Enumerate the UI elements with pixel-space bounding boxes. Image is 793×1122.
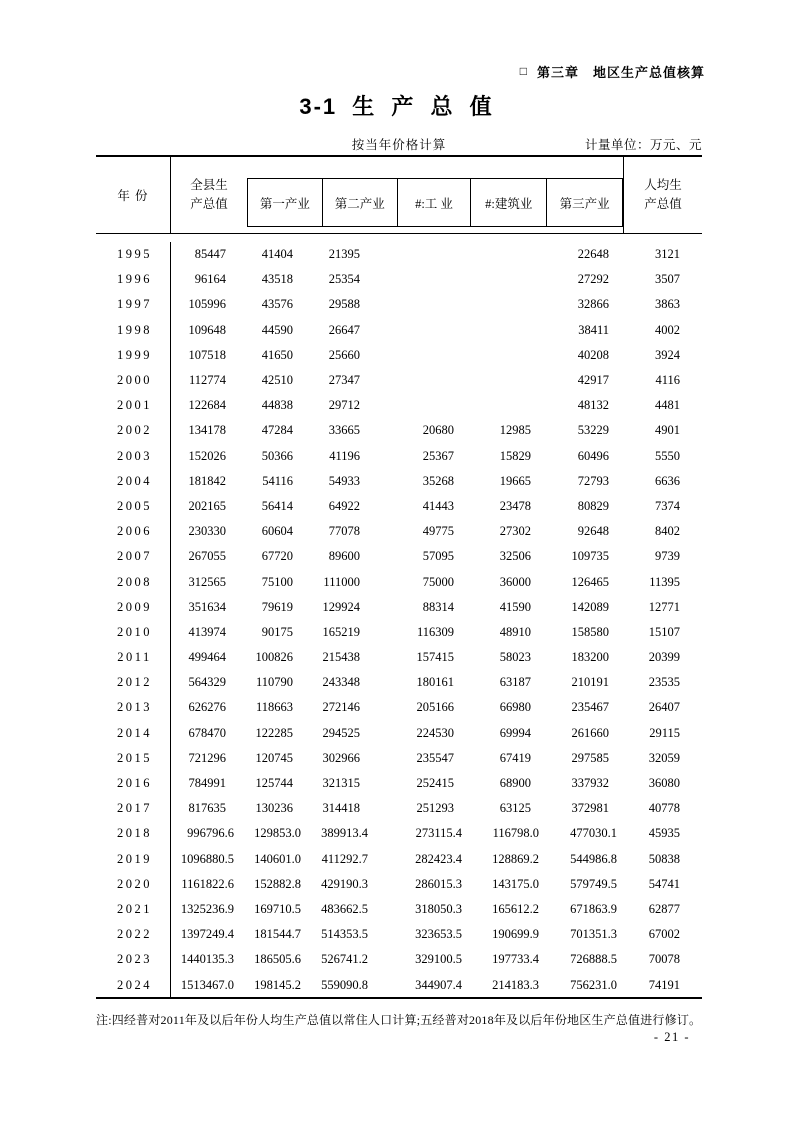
value-cell: 60496	[577, 448, 609, 463]
value-cell: 29712	[328, 398, 360, 413]
value-cell: 40778	[648, 801, 680, 816]
value-cell: 109648	[188, 322, 226, 337]
value-cell: 75100	[261, 574, 293, 589]
unit-label: 计量单位：万元、元	[584, 138, 702, 152]
value-cell: 77078	[328, 524, 360, 539]
table-row	[96, 821, 702, 846]
value-cell: 57095	[422, 549, 454, 564]
table-row	[96, 267, 702, 292]
value-cell: 3924	[655, 347, 680, 362]
value-cell: 314418	[322, 801, 360, 816]
value-cell: 79619	[261, 599, 293, 614]
value-cell: 297585	[571, 750, 609, 765]
value-cell	[397, 318, 471, 343]
value-cell: 40208	[577, 347, 609, 362]
value-cell: 197733.4	[492, 952, 539, 967]
column-header-primary-industry: 第一产业	[248, 179, 323, 226]
value-cell: 88314	[422, 599, 454, 614]
year-cell: 2009	[96, 595, 171, 620]
value-cell: 32866	[577, 297, 609, 312]
value-cell: 224530	[416, 725, 454, 740]
value-cell: 205166	[416, 700, 454, 715]
value-cell: 286015.3	[415, 876, 462, 891]
value-cell	[397, 343, 471, 368]
value-cell: 157415	[416, 650, 454, 665]
year-cell: 2024	[96, 972, 171, 997]
table-row	[96, 670, 702, 695]
value-cell: 1397249.4	[180, 927, 234, 942]
value-cell: 70078	[648, 952, 680, 967]
year-cell: 2022	[96, 922, 171, 947]
value-cell: 45935	[648, 826, 680, 841]
page-number: - 21 -	[653, 1030, 690, 1044]
table-row	[96, 393, 702, 418]
value-cell: 27347	[328, 373, 360, 388]
value-cell: 128869.2	[492, 851, 539, 866]
value-cell: 526741.2	[321, 952, 368, 967]
year-cell: 2002	[96, 418, 171, 443]
table-row	[96, 544, 702, 569]
value-cell: 483662.5	[321, 901, 368, 916]
section-square-icon: □	[519, 63, 528, 78]
value-cell: 817635	[188, 801, 226, 816]
value-cell: 678470	[188, 725, 226, 740]
value-cell: 67002	[648, 927, 680, 942]
year-cell: 1999	[96, 343, 171, 368]
value-cell: 784991	[188, 776, 226, 791]
value-cell: 389913.4	[321, 826, 368, 841]
value-cell: 130236	[255, 801, 293, 816]
year-cell: 2005	[96, 494, 171, 519]
year-cell: 2008	[96, 569, 171, 594]
table-row	[96, 368, 702, 393]
value-cell: 32059	[648, 750, 680, 765]
value-cell: 69994	[499, 725, 531, 740]
value-cell: 215438	[322, 650, 360, 665]
table-row	[96, 897, 702, 922]
value-cell: 214183.3	[492, 977, 539, 992]
value-cell: 100826	[255, 650, 293, 665]
table-row	[96, 847, 702, 872]
value-cell: 165219	[322, 624, 360, 639]
value-cell: 721296	[188, 750, 226, 765]
value-cell: 89600	[328, 549, 360, 564]
value-cell	[471, 267, 547, 292]
year-cell: 2017	[96, 796, 171, 821]
year-cell: 2015	[96, 746, 171, 771]
value-cell: 75000	[422, 574, 454, 589]
column-header-year: 年 份	[96, 157, 171, 233]
value-cell	[397, 242, 471, 267]
column-header-construction: #:建筑业	[471, 179, 547, 226]
value-cell: 111000	[323, 574, 360, 589]
table-row	[96, 645, 702, 670]
value-cell: 90175	[261, 624, 293, 639]
column-header-county-gdp	[171, 157, 247, 233]
value-cell: 25367	[422, 448, 454, 463]
value-cell: 564329	[188, 675, 226, 690]
column-header-tertiary-industry: 第三产业	[559, 196, 610, 211]
value-cell: 32506	[499, 549, 531, 564]
value-cell: 235547	[416, 750, 454, 765]
value-cell: 323653.5	[415, 927, 462, 942]
value-cell: 8402	[655, 524, 680, 539]
year-cell: 2020	[96, 872, 171, 897]
column-header-secondary-industry: 第二产业	[323, 179, 398, 226]
value-cell: 48910	[499, 624, 531, 639]
table-row	[96, 343, 702, 368]
year-cell: 2006	[96, 519, 171, 544]
value-cell: 180161	[416, 675, 454, 690]
value-cell: 411292.7	[321, 851, 368, 866]
value-cell: 230330	[188, 524, 226, 539]
value-cell: 42917	[577, 373, 609, 388]
value-cell: 36080	[648, 776, 680, 791]
table-row	[96, 318, 702, 343]
value-cell: 158580	[571, 624, 609, 639]
value-cell: 243348	[322, 675, 360, 690]
value-cell	[471, 368, 547, 393]
value-cell: 41590	[499, 599, 531, 614]
table-body	[96, 234, 702, 999]
value-cell: 21395	[328, 247, 360, 262]
year-cell: 2001	[96, 393, 171, 418]
value-cell	[397, 393, 471, 418]
value-cell: 54116	[262, 473, 293, 488]
value-cell: 12771	[648, 599, 680, 614]
value-cell: 19665	[499, 473, 531, 488]
value-cell: 62877	[648, 901, 680, 916]
table-row	[96, 242, 702, 267]
value-cell: 44590	[261, 322, 293, 337]
value-cell: 80829	[577, 498, 609, 513]
value-cell: 54741	[648, 876, 680, 891]
value-cell: 579749.5	[570, 876, 617, 891]
value-cell: 74191	[648, 977, 680, 992]
value-cell: 25354	[328, 272, 360, 287]
value-cell: 312565	[188, 574, 226, 589]
value-cell: 3863	[655, 297, 680, 312]
value-cell: 63125	[499, 801, 531, 816]
value-cell: 125744	[255, 776, 293, 791]
value-cell: 68900	[499, 776, 531, 791]
value-cell: 140601.0	[254, 851, 301, 866]
table-row	[96, 922, 702, 947]
year-cell: 2016	[96, 771, 171, 796]
value-cell: 499464	[188, 650, 226, 665]
value-cell: 122684	[188, 398, 226, 413]
value-cell: 92648	[577, 524, 609, 539]
per-capita-line1: 人均生	[644, 177, 682, 192]
table-header	[96, 155, 702, 234]
value-cell: 202165	[188, 498, 226, 513]
subtitle-row	[96, 135, 702, 153]
value-cell: 35268	[422, 473, 454, 488]
value-cell: 129853.0	[254, 826, 301, 841]
value-cell: 43576	[261, 297, 293, 312]
value-cell: 67419	[499, 750, 531, 765]
value-cell: 29115	[649, 725, 680, 740]
table-row	[96, 569, 702, 594]
value-cell: 4901	[655, 423, 680, 438]
value-cell: 50838	[648, 851, 680, 866]
value-cell: 36000	[499, 574, 531, 589]
value-cell: 7374	[655, 498, 680, 513]
value-cell: 27292	[577, 272, 609, 287]
value-cell	[471, 393, 547, 418]
value-cell: 3121	[655, 247, 680, 262]
value-cell: 4116	[655, 373, 680, 388]
table-row	[96, 746, 702, 771]
value-cell: 996796.6	[187, 826, 234, 841]
value-cell: 273115.4	[415, 826, 462, 841]
value-cell	[471, 242, 547, 267]
value-cell: 41404	[261, 247, 293, 262]
year-cell: 1996	[96, 267, 171, 292]
value-cell: 107518	[188, 347, 226, 362]
value-cell: 267055	[188, 549, 226, 564]
value-cell: 251293	[416, 801, 454, 816]
value-cell: 118663	[255, 700, 293, 715]
table-row	[96, 796, 702, 821]
value-cell: 294525	[322, 725, 360, 740]
value-cell: 9739	[655, 549, 680, 564]
year-cell: 2003	[96, 444, 171, 469]
value-cell: 26407	[648, 700, 680, 715]
value-cell: 1096880.5	[180, 851, 234, 866]
value-cell: 126465	[571, 574, 609, 589]
chapter-header	[520, 62, 705, 81]
value-cell: 50366	[261, 448, 293, 463]
table-row	[96, 721, 702, 746]
value-cell: 20680	[422, 423, 454, 438]
table-row	[96, 872, 702, 897]
value-cell: 318050.3	[415, 901, 462, 916]
value-cell: 66980	[499, 700, 531, 715]
table-subtitle: 按当年价格计算	[351, 138, 447, 152]
value-cell: 12985	[499, 423, 531, 438]
value-cell: 60604	[261, 524, 293, 539]
column-header-industry: #:工 业	[398, 179, 472, 226]
value-cell: 64922	[328, 498, 360, 513]
value-cell: 120745	[255, 750, 293, 765]
value-cell	[471, 343, 547, 368]
value-cell: 72793	[577, 473, 609, 488]
table-row	[96, 947, 702, 972]
value-cell: 3507	[655, 272, 680, 287]
year-cell: 1997	[96, 292, 171, 317]
value-cell: 96164	[194, 272, 226, 287]
value-cell: 756231.0	[570, 977, 617, 992]
value-cell: 27302	[499, 524, 531, 539]
value-cell: 54933	[328, 473, 360, 488]
table-row	[96, 972, 702, 997]
value-cell: 429190.3	[321, 876, 368, 891]
value-cell: 1325236.9	[180, 901, 234, 916]
value-cell	[471, 292, 547, 317]
value-cell	[397, 267, 471, 292]
value-cell: 56414	[261, 498, 293, 513]
value-cell: 26647	[328, 322, 360, 337]
value-cell: 329100.5	[415, 952, 462, 967]
table-row	[96, 292, 702, 317]
value-cell: 49775	[422, 524, 454, 539]
value-cell: 47284	[261, 423, 293, 438]
value-cell: 344907.4	[415, 977, 462, 992]
value-cell: 134178	[188, 423, 226, 438]
value-cell: 129924	[322, 599, 360, 614]
value-cell: 152882.8	[254, 876, 301, 891]
value-cell: 4002	[655, 322, 680, 337]
value-cell: 116798.0	[492, 826, 539, 841]
industry-header-box	[247, 178, 623, 227]
table-row	[96, 595, 702, 620]
page-title: 3-1 生 产 总 值	[299, 94, 494, 119]
value-cell: 169710.5	[254, 901, 301, 916]
value-cell: 63187	[499, 675, 531, 690]
value-cell: 282423.4	[415, 851, 462, 866]
value-cell: 110790	[255, 675, 293, 690]
year-cell: 2000	[96, 368, 171, 393]
value-cell: 252415	[416, 776, 454, 791]
value-cell: 11395	[649, 574, 680, 589]
value-cell: 15829	[499, 448, 531, 463]
value-cell: 58023	[499, 650, 531, 665]
value-cell: 116309	[416, 624, 454, 639]
value-cell	[397, 292, 471, 317]
table-row	[96, 519, 702, 544]
value-cell: 181544.7	[254, 927, 301, 942]
value-cell: 626276	[188, 700, 226, 715]
year-cell: 2023	[96, 947, 171, 972]
value-cell: 53229	[577, 423, 609, 438]
value-cell: 321315	[322, 776, 360, 791]
value-cell: 726888.5	[570, 952, 617, 967]
column-header-per-capita-gdp	[624, 157, 702, 233]
value-cell: 1513467.0	[180, 977, 234, 992]
year-cell: 2011	[96, 645, 171, 670]
table-row	[96, 469, 702, 494]
value-cell: 544986.8	[570, 851, 617, 866]
value-cell: 514353.5	[321, 927, 368, 942]
year-cell: 1998	[96, 318, 171, 343]
value-cell: 67720	[261, 549, 293, 564]
table-row	[96, 444, 702, 469]
value-cell: 44838	[261, 398, 293, 413]
value-cell: 190699.9	[492, 927, 539, 942]
value-cell: 272146	[322, 700, 360, 715]
value-cell: 38411	[578, 322, 609, 337]
table-row	[96, 771, 702, 796]
year-cell: 2014	[96, 721, 171, 746]
county-gdp-line1: 全县生	[190, 177, 228, 192]
value-cell: 143175.0	[492, 876, 539, 891]
value-cell: 41650	[261, 347, 293, 362]
value-cell: 41196	[329, 448, 360, 463]
value-cell: 372981	[571, 801, 609, 816]
value-cell: 559090.8	[321, 977, 368, 992]
year-cell: 2019	[96, 847, 171, 872]
value-cell: 1161822.6	[181, 876, 234, 891]
value-cell: 15107	[648, 624, 680, 639]
year-cell: 2012	[96, 670, 171, 695]
value-cell: 261660	[571, 725, 609, 740]
table-row	[96, 620, 702, 645]
value-cell: 4481	[655, 398, 680, 413]
chapter-header-text: 第三章 地区生产总值核算	[536, 65, 705, 80]
value-cell: 1440135.3	[180, 952, 234, 967]
year-cell: 2021	[96, 897, 171, 922]
value-cell: 183200	[571, 650, 609, 665]
value-cell: 33665	[328, 423, 360, 438]
year-cell: 2018	[96, 821, 171, 846]
year-cell: 2013	[96, 695, 171, 720]
value-cell: 48132	[577, 398, 609, 413]
value-cell: 351634	[188, 599, 226, 614]
value-cell: 109735	[571, 549, 609, 564]
value-cell: 165612.2	[492, 901, 539, 916]
year-cell: 1995	[96, 242, 171, 267]
footnote: 注:四经普对2011年及以后年份人均生产总值以常住人口计算;五经普对2018年及以后年份地区生产总值进行修订。	[96, 1013, 702, 1027]
value-cell: 42510	[261, 373, 293, 388]
value-cell	[471, 318, 547, 343]
value-cell: 23478	[499, 498, 531, 513]
value-cell: 235467	[571, 700, 609, 715]
gdp-table	[96, 155, 702, 999]
value-cell: 85447	[194, 247, 226, 262]
value-cell: 181842	[188, 473, 226, 488]
per-capita-line2: 产总值	[644, 197, 682, 211]
year-cell: 2007	[96, 544, 171, 569]
value-cell: 302966	[322, 750, 360, 765]
value-cell: 413974	[188, 624, 226, 639]
value-cell: 671863.9	[570, 901, 617, 916]
value-cell: 41443	[422, 498, 454, 513]
value-cell: 112774	[188, 373, 226, 388]
value-cell	[397, 368, 471, 393]
value-cell: 29588	[328, 297, 360, 312]
table-row	[96, 695, 702, 720]
county-gdp-line2: 产总值	[190, 197, 228, 211]
value-cell: 105996	[188, 297, 226, 312]
year-cell: 2004	[96, 469, 171, 494]
value-cell: 142089	[571, 599, 609, 614]
value-cell: 152026	[188, 448, 226, 463]
value-cell: 198145.2	[254, 977, 301, 992]
value-cell: 210191	[571, 675, 609, 690]
value-cell: 477030.1	[570, 826, 617, 841]
value-cell: 122285	[255, 725, 293, 740]
value-cell: 186505.6	[254, 952, 301, 967]
value-cell: 701351.3	[570, 927, 617, 942]
table-row	[96, 494, 702, 519]
value-cell: 25660	[328, 347, 360, 362]
value-cell: 20399	[648, 650, 680, 665]
value-cell: 6636	[655, 473, 680, 488]
value-cell: 5550	[655, 448, 680, 463]
value-cell: 23535	[648, 675, 680, 690]
year-cell: 2010	[96, 620, 171, 645]
value-cell: 337932	[571, 776, 609, 791]
value-cell: 43518	[261, 272, 293, 287]
table-row	[96, 418, 702, 443]
value-cell: 22648	[577, 247, 609, 262]
